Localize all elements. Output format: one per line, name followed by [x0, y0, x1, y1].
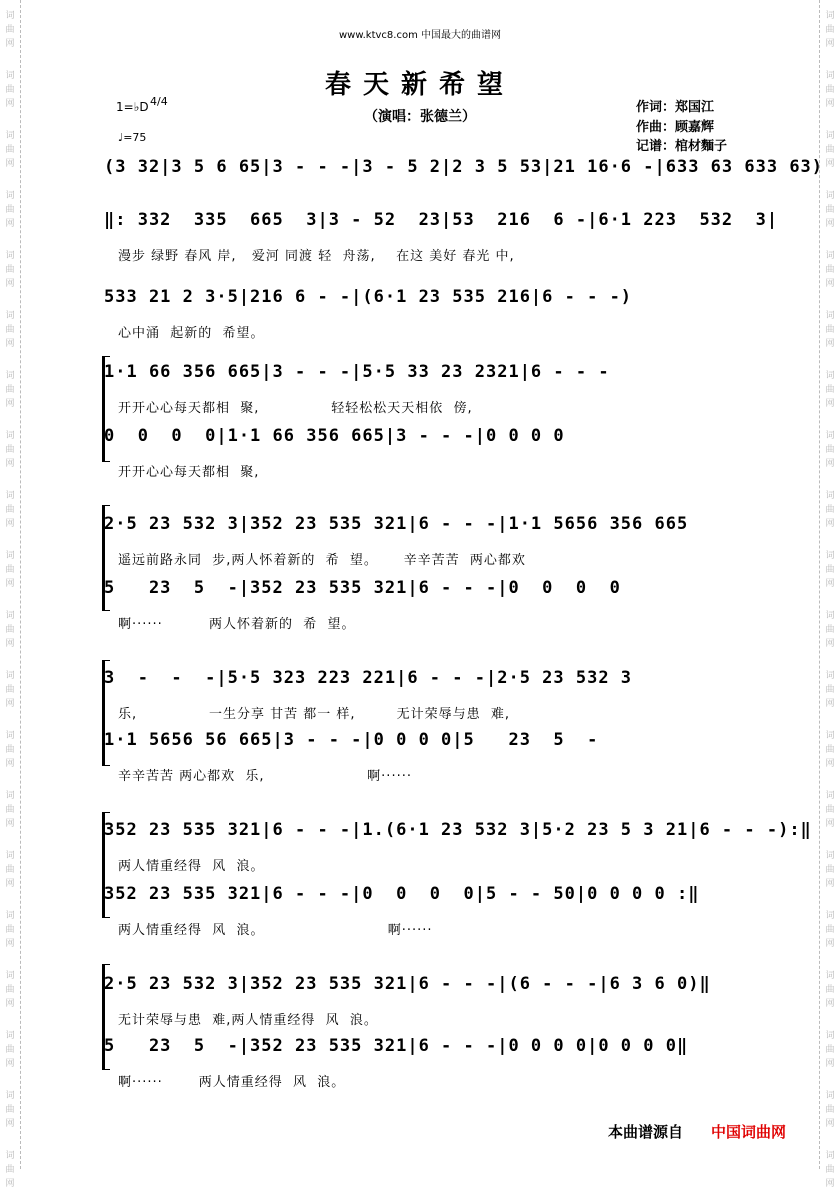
- site-url: www.ktvc8.com 中国最大的曲谱网: [338, 30, 501, 41]
- lyric-row: 无计荣辱与患 难,两人情重经得 风 浪。: [118, 1013, 378, 1028]
- watermark-char: 网: [5, 879, 15, 889]
- watermark-char: 网: [825, 99, 835, 109]
- watermark-char: 曲: [5, 1045, 15, 1055]
- watermark-char: 词: [5, 731, 15, 741]
- watermark-char: 曲: [5, 985, 15, 995]
- source-note: [608, 1121, 786, 1142]
- watermark-char: 词: [825, 911, 835, 921]
- notation-row: 3 - - -|5·5 323 223 221|6 - - -|2·5 23 532 3: [104, 668, 633, 688]
- watermark-char: 曲: [825, 685, 835, 695]
- watermark-char: 曲: [5, 865, 15, 875]
- transcriber: 记谱：棺材麵子: [636, 139, 728, 154]
- watermark-char: 网: [825, 819, 835, 829]
- watermark-char: 网: [5, 159, 15, 169]
- watermark-char: 曲: [5, 445, 15, 455]
- watermark-char: 网: [825, 519, 835, 529]
- watermark-char: 网: [5, 339, 15, 349]
- song-title: 春天新希望: [324, 70, 515, 100]
- notation-row: 1·1 66 356 665|3 - - -|5·5 33 23 2321|6 - - -: [104, 362, 610, 382]
- watermark-char: 网: [5, 639, 15, 649]
- watermark-char: 词: [825, 971, 835, 981]
- watermark-char: 曲: [825, 565, 835, 575]
- watermark-char: 词: [825, 671, 835, 681]
- system-brace: [102, 660, 110, 766]
- watermark-char: 词: [825, 431, 835, 441]
- watermark-char: 曲: [825, 25, 835, 35]
- watermark-char: 曲: [825, 1045, 835, 1055]
- watermark-char: 网: [825, 639, 835, 649]
- watermark-char: 词: [5, 251, 15, 261]
- watermark-char: 网: [825, 39, 835, 49]
- watermark-char: 曲: [5, 265, 15, 275]
- notation-row: 0 0 0 0|1·1 66 356 665|3 - - -|0 0 0 0: [104, 426, 565, 446]
- watermark-char: 词: [825, 251, 835, 261]
- watermark-char: 曲: [5, 385, 15, 395]
- watermark-char: 曲: [825, 265, 835, 275]
- watermark-char: 曲: [5, 745, 15, 755]
- watermark-char: 曲: [5, 565, 15, 575]
- watermark-char: 网: [5, 1119, 15, 1129]
- watermark-char: 网: [825, 759, 835, 769]
- watermark-char: 曲: [825, 325, 835, 335]
- watermark-char: 网: [825, 699, 835, 709]
- watermark-char: 曲: [5, 85, 15, 95]
- watermark-char: 词: [825, 311, 835, 321]
- watermark-char: 网: [5, 39, 15, 49]
- watermark-char: 曲: [5, 925, 15, 935]
- source-label: 本曲谱源自: [608, 1123, 684, 1141]
- notation-row: 2·5 23 532 3|352 23 535 321|6 - - -|(6 - - -|6 3 6 0)‖: [104, 974, 711, 994]
- watermark-char: 网: [825, 279, 835, 289]
- performer: （演唱：张德兰）: [364, 109, 476, 125]
- watermark-char: 曲: [825, 985, 835, 995]
- watermark-char: 网: [5, 819, 15, 829]
- lyric-row: 乐, 一生分享 甘苦 都一 样, 无计荣辱与患 难,: [118, 707, 510, 722]
- key-signature: 1=♭D: [116, 100, 149, 114]
- watermark-char: 曲: [5, 685, 15, 695]
- watermark-char: 词: [825, 851, 835, 861]
- watermark-char: 词: [825, 371, 835, 381]
- watermark-char: 曲: [825, 745, 835, 755]
- watermark-char: 曲: [825, 505, 835, 515]
- notation-row: 5 23 5 -|352 23 535 321|6 - - -|0 0 0 0: [104, 578, 621, 598]
- watermark-char: 词: [5, 671, 15, 681]
- tempo: ♩=75: [118, 131, 147, 144]
- lyric-row: 开开心心每天都相 聚,: [118, 465, 260, 480]
- notation-row: 352 23 535 321|6 - - -|1.(6·1 23 532 3|5·2 23 5 3 21|6 - - -):‖: [104, 820, 812, 840]
- lyric-row: 心中涌 起新的 希望。: [118, 326, 265, 341]
- watermark-char: 曲: [5, 805, 15, 815]
- watermark-char: 网: [5, 219, 15, 229]
- watermark-char: 网: [5, 279, 15, 289]
- system-brace: [102, 505, 110, 611]
- watermark-char: 词: [825, 1151, 835, 1161]
- lyric-row: 漫步 绿野 春风 岸, 爱河 同渡 轻 舟荡, 在这 美好 春光 中,: [118, 249, 515, 264]
- watermark-char: 网: [5, 939, 15, 949]
- watermark-char: 网: [825, 879, 835, 889]
- watermark-char: 网: [5, 999, 15, 1009]
- lyric-row: 啊······ 两人情重经得 风 浪。: [118, 1075, 346, 1090]
- lyric-row: 辛辛苦苦 两心都欢 乐, 啊······: [118, 769, 412, 784]
- watermark-char: 网: [5, 699, 15, 709]
- watermark-char: 网: [825, 339, 835, 349]
- watermark-char: 曲: [5, 1105, 15, 1115]
- lyricist: 作词：郑国江: [636, 100, 715, 115]
- watermark-char: 网: [5, 579, 15, 589]
- watermark-char: 词: [5, 1151, 15, 1161]
- watermark-char: 网: [825, 159, 835, 169]
- watermark-char: 词: [5, 611, 15, 621]
- time-signature: 4/4: [150, 95, 168, 108]
- watermark-char: 曲: [5, 625, 15, 635]
- watermark-char: 网: [825, 399, 835, 409]
- watermark-char: 词: [5, 851, 15, 861]
- watermark-char: 曲: [5, 505, 15, 515]
- watermark-char: 网: [5, 459, 15, 469]
- watermark-char: 网: [825, 1059, 835, 1069]
- watermark-char: 曲: [825, 865, 835, 875]
- watermark-char: 网: [825, 459, 835, 469]
- watermark-char: 网: [825, 1179, 835, 1189]
- watermark-char: 词: [825, 1031, 835, 1041]
- notation-row: 352 23 535 321|6 - - -|0 0 0 0|5 - - 50|0 0 0 0 :‖: [104, 884, 700, 904]
- system-brace: [102, 812, 110, 918]
- notation-row: (3 32|3 5 6 65|3 - - -|3 - 5 2|2 3 5 53|21 16·6 -|633 63 633 63): [104, 157, 824, 177]
- watermark-char: 词: [825, 131, 835, 141]
- watermark-char: 曲: [5, 325, 15, 335]
- watermark-char: 词: [5, 791, 15, 801]
- watermark-char: 词: [5, 1031, 15, 1041]
- watermark-char: 曲: [825, 145, 835, 155]
- watermark-char: 词: [5, 131, 15, 141]
- watermark-char: 曲: [825, 625, 835, 635]
- watermark-char: 曲: [825, 1165, 835, 1175]
- notation-row: 5 23 5 -|352 23 535 321|6 - - -|0 0 0 0|0 0 0 0‖: [104, 1036, 689, 1056]
- watermark-char: 词: [5, 971, 15, 981]
- watermark-char: 网: [825, 219, 835, 229]
- watermark-char: 曲: [5, 25, 15, 35]
- watermark-char: 词: [825, 1091, 835, 1101]
- watermark-char: 词: [5, 1091, 15, 1101]
- watermark-char: 词: [5, 491, 15, 501]
- watermark-char: 曲: [5, 205, 15, 215]
- source-brand: 中国词曲网: [711, 1123, 787, 1141]
- watermark-char: 网: [5, 399, 15, 409]
- watermark-char: 词: [825, 731, 835, 741]
- watermark-char: 网: [825, 999, 835, 1009]
- watermark-char: 词: [5, 911, 15, 921]
- watermark-char: 网: [5, 1179, 15, 1189]
- watermark-char: 曲: [825, 205, 835, 215]
- watermark-char: 网: [825, 1119, 835, 1129]
- watermark-char: 曲: [5, 145, 15, 155]
- system-brace: [102, 964, 110, 1070]
- watermark-char: 词: [5, 311, 15, 321]
- system-brace: [102, 356, 110, 462]
- notation-row: 533 21 2 3·5|216 6 - -|(6·1 23 535 216|6 - - -): [104, 287, 633, 307]
- notation-row: ‖: 332 335 665 3|3 - 52 23|53 216 6 -|6·1 223 532 3|: [104, 210, 779, 230]
- watermark-char: 网: [5, 759, 15, 769]
- composer: 作曲：顾嘉辉: [636, 120, 715, 135]
- watermark-char: 词: [825, 491, 835, 501]
- watermark-char: 网: [5, 519, 15, 529]
- notation-row: 1·1 5656 56 665|3 - - -|0 0 0 0|5 23 5 -: [104, 730, 599, 750]
- watermark-char: 词: [825, 551, 835, 561]
- watermark-char: 词: [825, 191, 835, 201]
- watermark-char: 曲: [825, 1105, 835, 1115]
- watermark-char: 词: [5, 551, 15, 561]
- watermark-char: 网: [5, 1059, 15, 1069]
- watermark-char: 词: [825, 611, 835, 621]
- lyric-row: 两人情重经得 风 浪。 啊······: [118, 923, 433, 938]
- watermark-char: 词: [825, 791, 835, 801]
- watermark-char: 网: [5, 99, 15, 109]
- watermark-char: 网: [825, 579, 835, 589]
- watermark-char: 曲: [825, 385, 835, 395]
- watermark-char: 词: [5, 191, 15, 201]
- watermark-char: 曲: [5, 1165, 15, 1175]
- watermark-char: 曲: [825, 445, 835, 455]
- watermark-char: 词: [5, 371, 15, 381]
- watermark-char: 词: [825, 71, 835, 81]
- watermark-char: 词: [5, 11, 15, 21]
- watermark-char: 曲: [825, 85, 835, 95]
- notation-row: 2·5 23 532 3|352 23 535 321|6 - - -|1·1 5656 356 665: [104, 514, 689, 534]
- lyric-row: 两人情重经得 风 浪。: [118, 859, 265, 874]
- lyric-row: 啊······ 两人怀着新的 希 望。: [118, 617, 356, 632]
- watermark-char: 词: [5, 431, 15, 441]
- lyric-row: 开开心心每天都相 聚, 轻轻松松天天相依 傍,: [118, 401, 473, 416]
- watermark-char: 词: [825, 11, 835, 21]
- lyric-row: 遥远前路永同 步,两人怀着新的 希 望。 辛辛苦苦 两心都欢: [118, 553, 526, 568]
- watermark-char: 曲: [825, 925, 835, 935]
- watermark-char: 词: [5, 71, 15, 81]
- watermark-char: 曲: [825, 805, 835, 815]
- watermark-char: 网: [825, 939, 835, 949]
